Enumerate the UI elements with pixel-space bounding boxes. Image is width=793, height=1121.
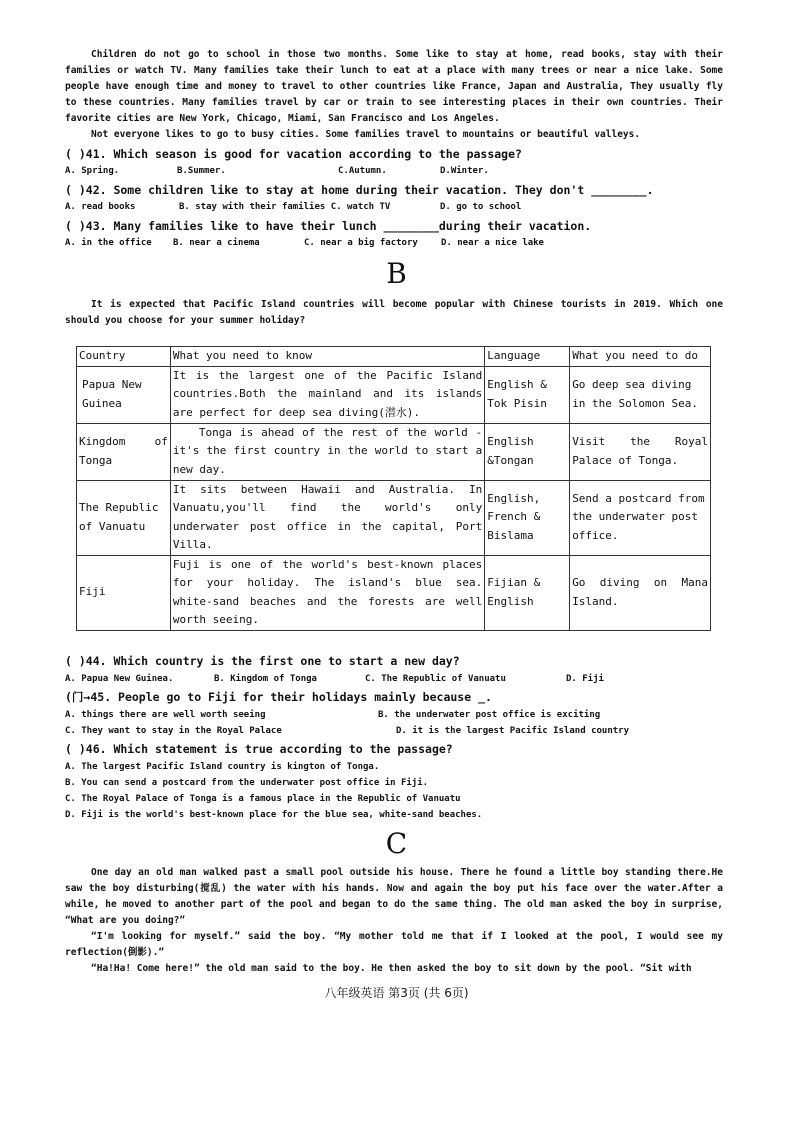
table-header-row xyxy=(77,347,711,367)
info-cell: It is the largest one of the Pacific Island countries.Both the mainland and its islands are perfect for deep sea diving(潜水). xyxy=(170,366,484,423)
option: C. The Republic of Vanuatu xyxy=(365,674,506,684)
option: A. Spring. xyxy=(65,166,120,176)
option: A. read books xyxy=(65,202,136,212)
section-c-heading: C xyxy=(385,827,408,860)
option: B.Summer. xyxy=(177,166,226,176)
option: B. Kingdom of Tonga xyxy=(214,674,317,684)
language-cell: Fijian & English xyxy=(485,555,570,630)
option: B. the underwater post office is exciting xyxy=(378,710,601,720)
table-row xyxy=(77,480,711,555)
option: C. The Royal Palace of Tonga is a famous place in the Republic of Vanuatu xyxy=(65,794,461,804)
option: C. near a big factory xyxy=(304,238,418,248)
table-header-cell: What you need to do xyxy=(570,347,711,367)
option: A. in the office xyxy=(65,238,152,248)
option: C. They want to stay in the Royal Palace xyxy=(65,726,282,736)
country-cell: Kingdom of Tonga xyxy=(77,423,171,480)
passage-c-paragraph-2: “I'm looking for myself.” said the boy. “My mother told me that if I looked at the pool, I would see my reflection(倒影).” xyxy=(65,931,723,958)
info-cell: It sits between Hawaii and Australia. In Vanuatu,you'll find the world's only underwater post office in the capital, Port Villa. xyxy=(170,480,484,555)
table-row xyxy=(77,423,711,480)
option: D. Fiji is the world's best-known place for the blue sea, white-sand beaches. xyxy=(65,810,483,820)
info-cell: Tonga is ahead of the rest of the world -it's the first country in the world to start a new day. xyxy=(170,423,484,480)
language-cell: English, French & Bislama xyxy=(485,480,570,555)
option: B. near a cinema xyxy=(173,238,260,248)
option: D. Fiji xyxy=(566,674,604,684)
option: A. things there are well worth seeing xyxy=(65,710,266,720)
option: A. The largest Pacific Island country is kington of Tonga. xyxy=(65,762,380,772)
passage-c-paragraph-1: One day an old man walked past a small pool outside his house. There he found a little boy standing there.He saw the boy disturbing(搅乱) the water with his hands. Now and again the boy put his face over the water.After a while, he moved to another part of the pool and began to do the same thing. The old man asked the boy in surprise, “What are you doing?” xyxy=(65,867,723,926)
question-46-options xyxy=(65,760,725,824)
passage-a-paragraph-2: Not everyone likes to go to busy cities. Some families travel to mountains or beautiful valleys. xyxy=(91,129,641,140)
passage-c-paragraph-3: “Ha!Ha! Come here!” the old man said to the boy. He then asked the boy to sit down by the pool. “Sit with xyxy=(91,963,692,974)
todo-cell: Go deep sea diving in the Solomon Sea. xyxy=(570,366,711,423)
table-header-cell: Country xyxy=(77,347,171,367)
question-45-options xyxy=(65,708,725,738)
country-cell: Fiji xyxy=(77,555,171,630)
country-cell: Papua New Guinea xyxy=(77,366,171,423)
option: D. it is the largest Pacific Island country xyxy=(396,726,629,736)
passage-a-paragraph-1: Children do not go to school in those two months. Some like to stay at home, read books, stay with their families or watch TV. Many families take their lunch to eat at a place with many trees or near a nice lake. Some people have enough time and money to travel to other countries like France, Japan and Australia, They usually fly to these countries. Many families travel by car or train to see interesting places in their own countries. Their favorite cities are New York, Chicago, Miami, San Francisco and Los Angeles. xyxy=(65,49,723,124)
table-header-cell: What you need to know xyxy=(170,347,484,367)
table-row xyxy=(77,555,711,630)
option: D. near a nice lake xyxy=(441,238,544,248)
question-44: ( )44. Which country is the first one to start a new day? xyxy=(65,654,460,668)
section-b-heading: B xyxy=(386,257,407,290)
table-header-cell: Language xyxy=(485,347,570,367)
option: D. go to school xyxy=(440,202,522,212)
option: B. stay with their families C. watch TV xyxy=(179,202,391,212)
question-45: (门→45. People go to Fiji for their holidays mainly because _. xyxy=(65,690,492,704)
table-row xyxy=(77,366,711,423)
question-42: ( )42. Some children like to stay at home during their vacation. They don't ________. xyxy=(65,183,654,197)
todo-cell: Go diving on Mana Island. xyxy=(570,555,711,630)
todo-cell: Visit the Royal Palace of Tonga. xyxy=(570,423,711,480)
section-b-intro: It is expected that Pacific Island countries will become popular with Chinese tourists in 2019. Which one should you choose for your summer holiday? xyxy=(65,299,723,326)
option: A. Papua New Guinea. xyxy=(65,674,174,684)
question-43: ( )43. Many families like to have their lunch ________during their vacation. xyxy=(65,219,592,233)
language-cell: English & Tok Pisin xyxy=(485,366,570,423)
question-41: ( )41. Which season is good for vacation according to the passage? xyxy=(65,147,522,161)
option: B. You can send a postcard from the underwater post office in Fiji. xyxy=(65,778,429,788)
info-cell: Fuji is one of the world's best-known places for your holiday. The island's blue sea. white-sand beaches and the forests are well worth seeing. xyxy=(170,555,484,630)
country-cell: The Republic of Vanuatu xyxy=(77,480,171,555)
question-46: ( )46. Which statement is true according to the passage? xyxy=(65,742,453,756)
language-cell: English &Tongan xyxy=(485,423,570,480)
todo-cell: Send a postcard from the underwater post office. xyxy=(570,480,711,555)
option: C.Autumn. xyxy=(338,166,387,176)
option: D.Winter. xyxy=(440,166,489,176)
page-footer: 八年级英语 第3页 (共 6页) xyxy=(324,986,469,1000)
pacific-islands-table xyxy=(76,346,711,631)
